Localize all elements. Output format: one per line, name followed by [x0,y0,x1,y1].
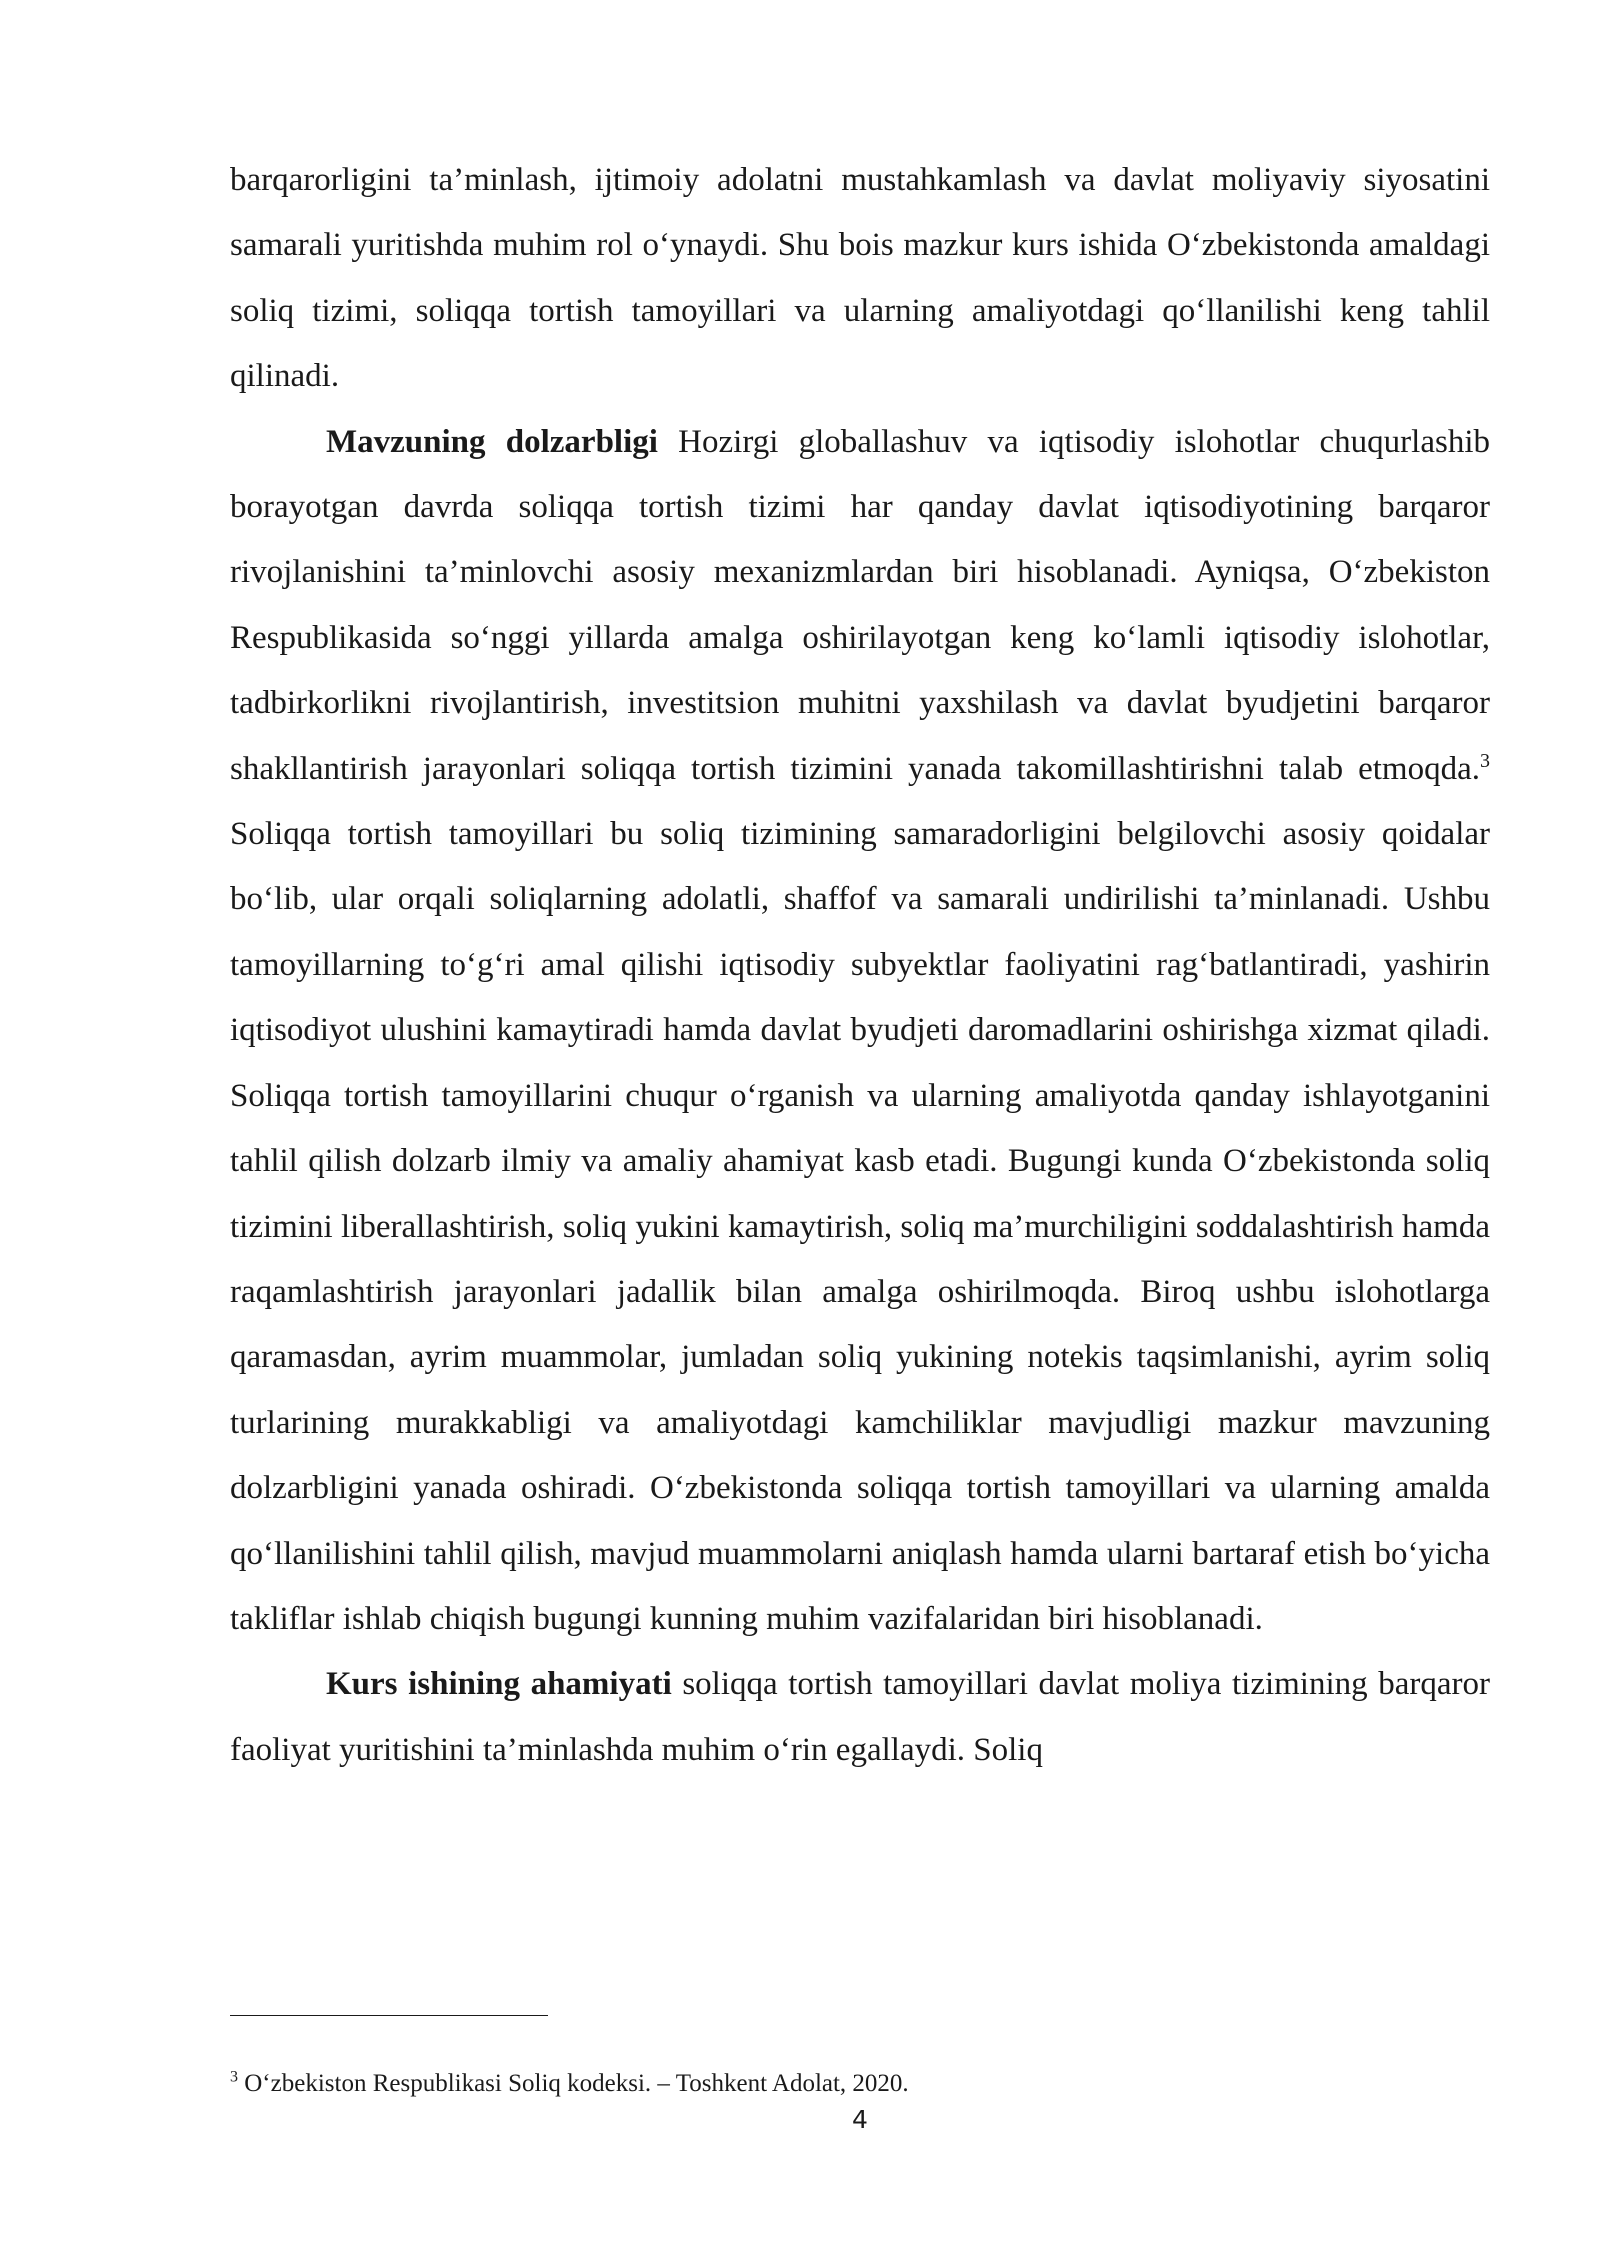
paragraph-continuation [230,148,1490,410]
significance-text: soliqqa tortish tamoyillari davlat moliya tizimining barqaror faoliyat yuritishini ta’minlashda muhim o‘rin egallaydi. Soliq [230,1666,1490,1768]
footnote [230,2068,1490,2100]
footnote-text: O‘zbekiston Respublikasi Soliq kodeksi. – Toshkent Adolat, 2020. [238,2070,909,2097]
page-number: 4 [852,2105,868,2134]
body-text [230,148,1490,1783]
paragraph-significance [230,1652,1490,1783]
footnote-number: 3 [230,2068,238,2086]
footnote-separator [230,2015,548,2016]
footnote-reference[interactable]: 3 [1480,749,1490,772]
relevance-text-part-1: Hozirgi globallashuv va iqtisodiy islohotlar chuqurlashib borayotgan davrda soliqqa tortish tizimi har qanday davlat iqtisodiyotining barqaror rivojlanishini ta’minlovchi asosiy mexanizmlardan biri hisoblanadi. Ayniqsa, O‘zbekiston Respublikasida so‘nggi yillarda amalga oshirilayotgan keng ko‘lamli iqtisodiy islohotlar, tadbirkorlikni rivojlantirish, investitsion muhitni yaxshilash va davlat byudjetini barqaror shakllantirish jarayonlari soliqqa tortish tizimini yanada takomillashtirishni talab etmoqda. [230,423,1490,787]
relevance-heading: Mavzuning dolzarbligi [326,423,658,460]
paragraph-relevance [230,410,1490,1653]
significance-heading: Kurs ishining ahamiyati [326,1666,672,1703]
paragraph-1-text: barqarorligini ta’minlash, ijtimoiy adolatni mustahkamlash va davlat moliyaviy siyosatini samarali yuritishda muhim rol o‘ynaydi. Shu bois mazkur kurs ishida O‘zbekistonda amaldagi soliq tizimi, soliqqa tortish tamoyillari va ularning amaliyotdagi qo‘llanilishi keng tahlil qilinadi. [230,162,1490,395]
relevance-text-part-2: Soliqqa tortish tamoyillari bu soliq tizimining samaradorligini belgilovchi asosiy qoidalar bo‘lib, ular orqali soliqlarning adolatli, shaffof va samarali undirilishi ta’minlanadi. Ushbu tamoyillarning to‘g‘ri amal qilishi iqtisodiy subyektlar faoliyatini rag‘batlantiradi, yashirin iqtisodiyot ulushini kamaytiradi hamda davlat byudjeti daromadlarini oshirishga xizmat qiladi. Soliqqa tortish tamoyillarini chuqur o‘rganish va ularning amaliyotda qanday ishlayotganini tahlil qilish dolzarb ilmiy va amaliy ahamiyat kasb etadi. Bugungi kunda O‘zbekistonda soliq tizimini liberallashtirish, soliq yukini kamaytirish, soliq ma’murchiligini soddalashtirish hamda raqamlashtirish jarayonlari jadallik bilan amalga oshirilmoqda. Biroq ushbu islohotlarga qaramasdan, ayrim muammolar, jumladan soliq yukining notekis taqsimlanishi, ayrim soliq turlarining murakkabligi va amaliyotdagi kamchiliklar mavjudligi mazkur mavzuning dolzarbligini yanada oshiradi. O‘zbekistonda soliqqa tortish tamoyillari va ularning amalda qo‘llanilishini tahlil qilish, mavjud muammolarni aniqlash hamda ularni bartaraf etish bo‘yicha takliflar ishlab chiqish bugungi kunning muhim vazifalaridan biri hisoblanadi. [230,816,1490,1637]
